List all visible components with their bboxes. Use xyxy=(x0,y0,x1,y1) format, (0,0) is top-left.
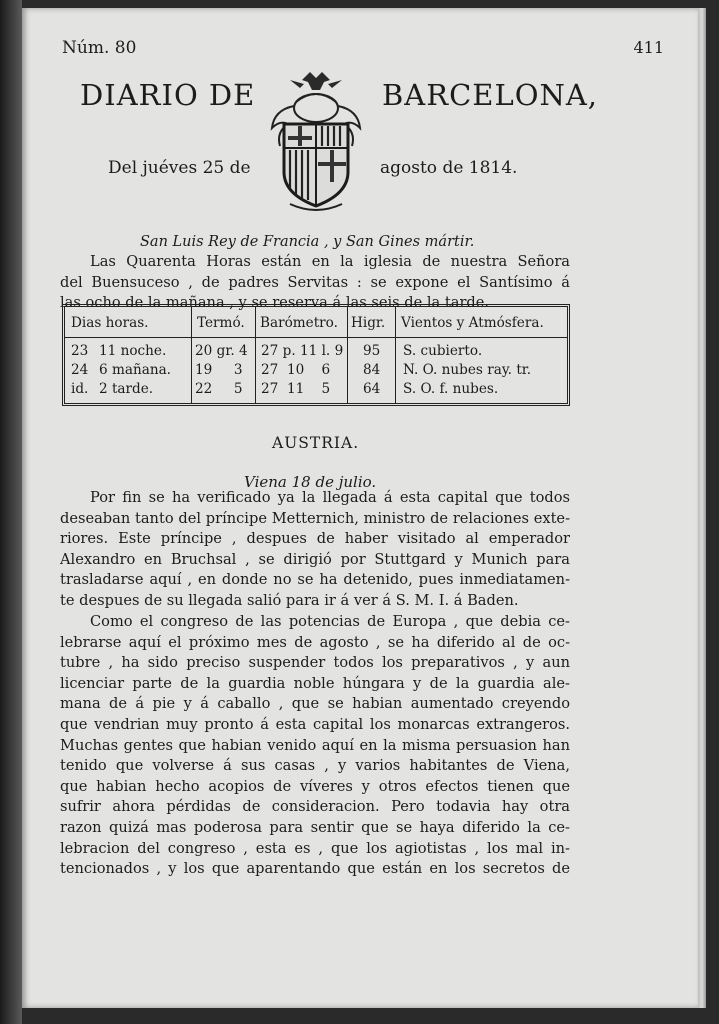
table-cell: S. cubierto. xyxy=(403,343,483,359)
text-line: sufrir ahora pérdidas de consideracion. Pero todavia hay otra xyxy=(60,798,570,816)
text-line: tenido que volverse á sus casas , y varios habitantes de Viena, xyxy=(60,757,570,775)
text-line: licenciar parte de la guardia noble húngara y de la guardia ale- xyxy=(60,674,570,692)
text-line: lebracion del congreso , esta es , que los agiotistas , los mal in- xyxy=(60,839,570,857)
table-row xyxy=(65,343,567,362)
issue-date-left: Del juéves 25 de xyxy=(108,158,251,178)
text-line: te despues de su llegada salió para ir á ver á S. M. I. á Baden. xyxy=(60,591,519,609)
text-line: Las Quarenta Horas están en la iglesia de nuestra Señora xyxy=(90,253,570,270)
text-line: deseaban tanto del príncipe Metternich, ministro de relaciones exte- xyxy=(60,509,570,527)
dateline: Viena 18 de julio. xyxy=(244,473,377,491)
newspaper-page xyxy=(22,8,698,1008)
table-cell: 23 xyxy=(71,343,89,359)
text-line: Alexandro en Bruchsal , se dirigió por Stuttgard y Munich para xyxy=(60,550,570,568)
text-line: razon quizá mas poderosa para sentir que se haya diferido la ce- xyxy=(60,818,570,836)
section-heading: AUSTRIA. xyxy=(272,434,360,452)
table-cell: N. O. nubes ray. tr. xyxy=(403,362,532,378)
issue-date-right: agosto de 1814. xyxy=(380,158,518,178)
text-line: Muchas gentes que habian venido aquí en la misma persuasion han xyxy=(60,736,570,754)
table-row xyxy=(65,362,567,381)
page-edge xyxy=(698,8,706,1008)
saints-of-the-day: San Luis Rey de Francia , y San Gines mártir. xyxy=(140,234,475,250)
issue-number: Núm. 80 xyxy=(62,38,137,58)
column-header: Vientos y Atmósfera. xyxy=(401,315,544,331)
column-header: Dias horas. xyxy=(71,315,149,331)
text-line: lebrarse aquí el próximo mes de agosto , se ha diferido al de oc- xyxy=(60,633,570,651)
text-line: Por fin se ha verificado ya la llegada á esta capital que todos xyxy=(90,489,570,506)
text-line: que habian hecho acopios de víveres y otros efectos tienen que xyxy=(60,777,570,795)
masthead-title-left: DIARIO DE xyxy=(80,78,256,112)
article-paragraph-1 xyxy=(60,488,570,612)
table-cell: 22 5 xyxy=(195,381,243,397)
table-cell: 11 noche. xyxy=(99,343,167,359)
table-cell: 84 xyxy=(363,362,381,378)
table-row xyxy=(65,381,567,400)
page-number: 411 xyxy=(633,38,664,57)
table-cell: 24 xyxy=(71,362,89,378)
table-cell: 27 p. 11 l. 9 xyxy=(261,343,344,359)
table-cell: id. xyxy=(71,381,89,397)
text-line: trasladarse aquí , en donde no se ha detenido, pues inmediatamen- xyxy=(60,571,570,589)
table-cell: 27 10 6 xyxy=(261,362,331,378)
text-line: que vendrian muy pronto á esta capital los monarcas extrangeros. xyxy=(60,715,570,733)
table-cell: 27 11 5 xyxy=(261,381,331,397)
article-paragraph-2 xyxy=(60,612,570,880)
book-spine-shadow xyxy=(0,0,22,1024)
weather-table xyxy=(62,304,570,406)
text-line: riores. Este príncipe , despues de haber visitado al emperador xyxy=(60,530,570,548)
table-cell: 64 xyxy=(363,381,381,397)
column-header: Higr. xyxy=(351,315,386,331)
coat-of-arms-icon xyxy=(260,66,372,216)
column-header: Termó. xyxy=(197,315,245,331)
column-header: Barómetro. xyxy=(260,315,338,331)
text-line: tencionados , y los que aparentando que están en los secretos de xyxy=(60,860,570,878)
table-cell: 20 gr. 4 xyxy=(195,343,248,359)
table-cell: S. O. f. nubes. xyxy=(403,381,499,397)
table-cell: 2 tarde. xyxy=(99,381,154,397)
text-line: mana de á pie y á caballo , que se habian aumentado creyendo xyxy=(60,695,570,713)
table-cell: 19 3 xyxy=(195,362,243,378)
text-line: las ocho de la mañana , y se reserva á las seis de la tarde. xyxy=(60,294,490,312)
table-cell: 6 mañana. xyxy=(99,362,172,378)
text-line: del Buensuceso , de padres Servitas : se expone el Santísimo á xyxy=(60,273,570,291)
text-line: tubre , ha sido preciso suspender todos los preparativos , y aun xyxy=(60,654,570,672)
table-cell: 95 xyxy=(363,343,381,359)
weather-header-row xyxy=(65,315,567,334)
text-line: Como el congreso de las potencias de Europa , que debia ce- xyxy=(90,613,570,630)
masthead-title-right: BARCELONA, xyxy=(382,78,599,112)
